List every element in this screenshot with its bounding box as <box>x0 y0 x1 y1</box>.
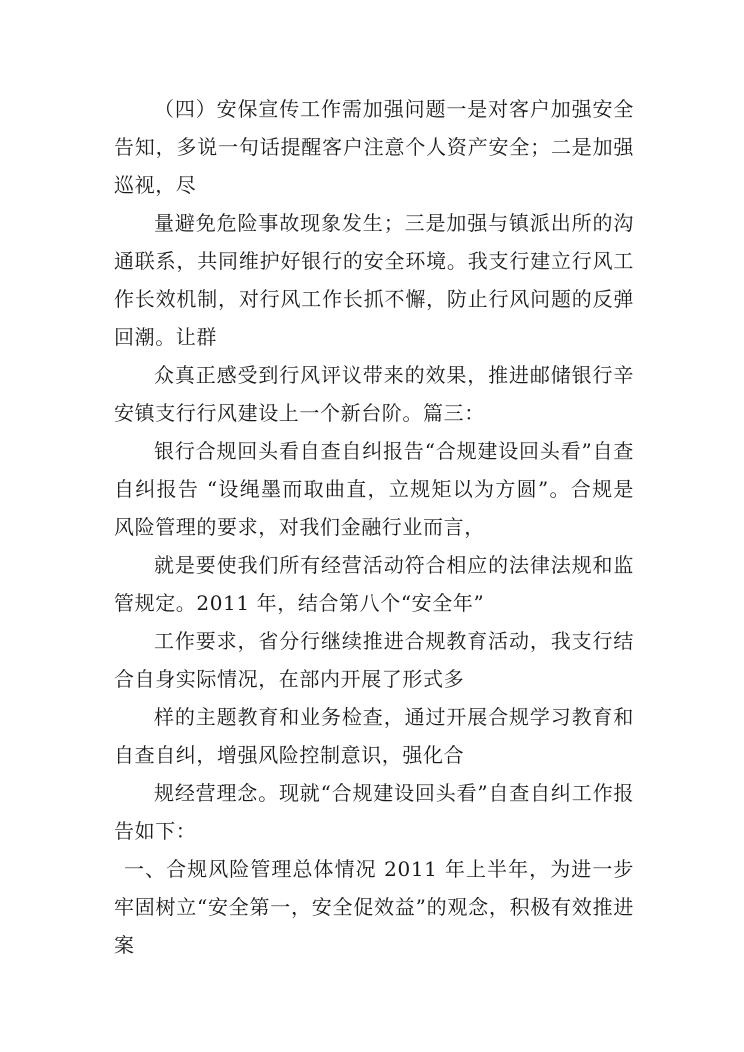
paragraph: 量避免危险事故现象发生；三是加强与镇派出所的沟通联系，共同维护好银行的安全环境。我支行建立行风工作长效机制，对行风工作长抓不懈，防止行风问题的反弹回潮。让群 <box>114 211 634 349</box>
paragraph: 众真正感受到行风评议带来的效果，推进邮储银行辛安镇支行行风建设上一个新台阶。篇三： <box>114 363 634 425</box>
paragraph: 就是要使我们所有经营活动符合相应的法律法规和监管规定。2011 年，结合第八个“安全年” <box>114 553 634 615</box>
paragraph: 银行合规回头看自查自纠报告“合规建设回头看”自查自纠报告 “设绳墨而取曲直，立规矩以为方圆”。合规是风险管理的要求，对我们金融行业而言， <box>114 439 634 539</box>
paragraph: 样的主题教育和业务检查，通过开展合规学习教育和自查自纠，增强风险控制意识，强化合 <box>114 705 634 767</box>
paragraph: 工作要求，省分行继续推进合规教育活动，我支行结合自身实际情况，在部内开展了形式多 <box>114 629 634 691</box>
document-body <box>114 90 634 964</box>
paragraph: （四）安保宣传工作需加强问题一是对客户加强安全告知，多说一句话提醒客户注意个人资产安全；二是加强巡视，尽 <box>114 97 634 197</box>
paragraph: 一、合规风险管理总体情况 2011 年上半年，为进一步牢固树立“安全第一，安全促效益”的观念，积极有效推进案 <box>114 857 634 957</box>
paragraph: 规经营理念。现就“合规建设回头看”自查自纠工作报告如下： <box>114 781 634 843</box>
